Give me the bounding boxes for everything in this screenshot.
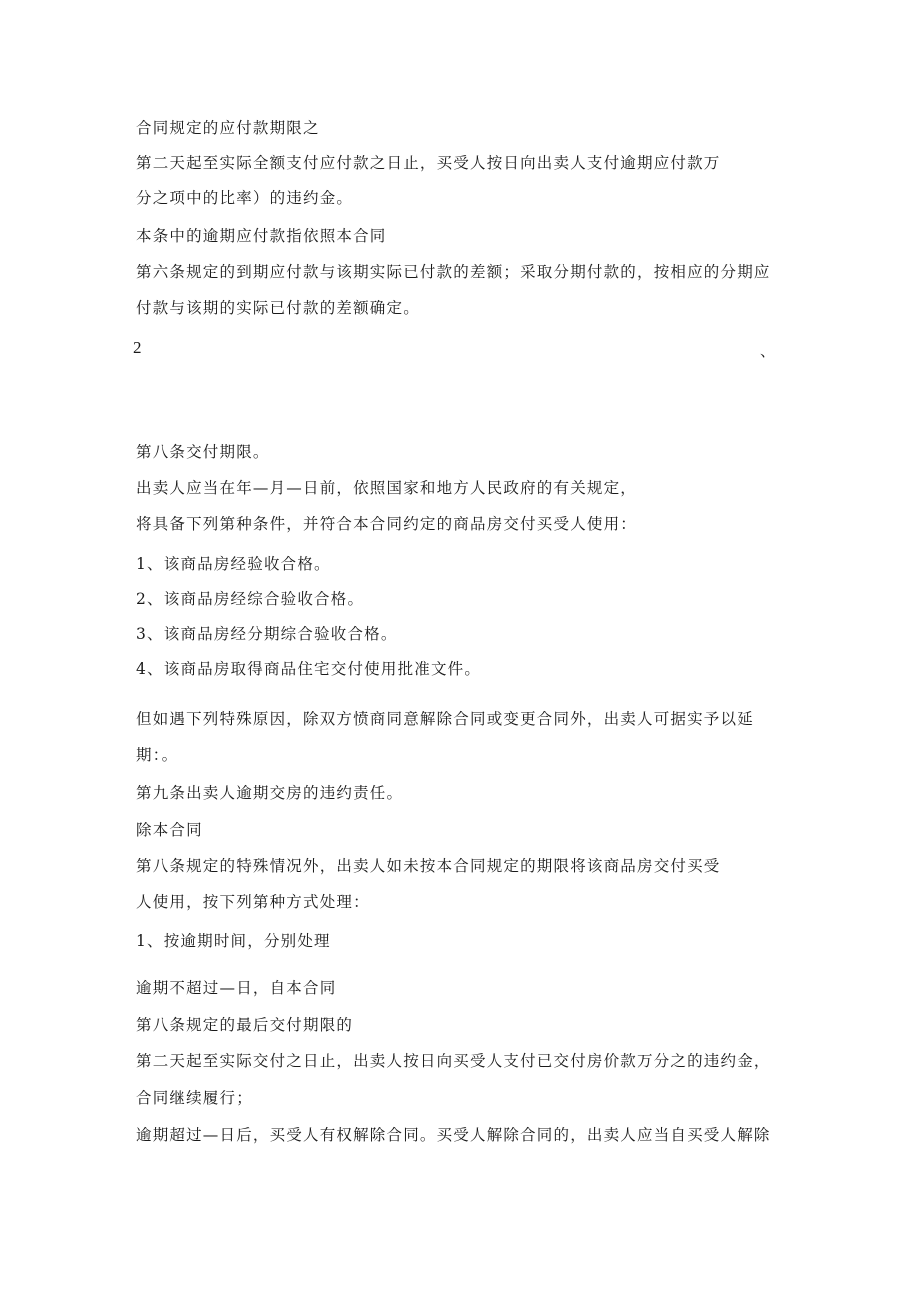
page-number: 2	[133, 338, 142, 357]
text-line: 第八条规定的最后交付期限的	[136, 1016, 354, 1034]
text-line: 第二天起至实际交付之日止，出卖人按日向买受人支付已交付房价款万分之的违约金，	[136, 1052, 771, 1070]
stray-mark: 、	[760, 342, 776, 360]
text-line: 但如遇下列特殊原因，除双方愤商同意解除合同或变更合同外，出卖人可据实予以延	[136, 710, 754, 728]
text-line: 合同规定的应付款期限之	[136, 119, 320, 137]
text-line: 合同继续履行；	[136, 1089, 253, 1107]
section-heading: 第九条出卖人逾期交房的违约责任。	[136, 784, 404, 802]
text-line: 分之项中的比率）的违约金。	[136, 189, 354, 207]
text-line: 本条中的逾期应付款指依照本合同	[136, 227, 387, 245]
text-line: 将具备下列第种条件，并符合本合同约定的商品房交付买受人使用：	[136, 515, 638, 533]
text-line: 付款与该期的实际已付款的差额确定。	[136, 299, 420, 317]
list-item: 2、该商品房经综合验收合格。	[136, 590, 365, 608]
text-line: 第八条规定的特殊情况外，出卖人如未按本合同规定的期限将该商品房交付买受	[136, 857, 721, 875]
text-line: 第二天起至实际全额支付应付款之日止，买受人按日向出卖人支付逾期应付款万	[136, 154, 721, 172]
text-line: 除本合同	[136, 821, 203, 839]
list-item: 3、该商品房经分期综合验收合格。	[136, 625, 398, 643]
list-item: 4、该商品房取得商品住宅交付使用批准文件。	[136, 660, 482, 678]
section-heading: 第八条交付期限。	[136, 443, 270, 461]
text-line: 第六条规定的到期应付款与该期实际已付款的差额；采取分期付款的，按相应的分期应	[136, 263, 771, 281]
text-line: 期：。	[136, 746, 179, 764]
text-line: 逾期超过—日后，买受人有权解除合同。买受人解除合同的，出卖人应当自买受人解除	[136, 1126, 771, 1144]
list-item: 1、该商品房经验收合格。	[136, 555, 331, 573]
text-line: 出卖人应当在年—月—日前，依照国家和地方人民政府的有关规定，	[136, 479, 638, 497]
text-line: 逾期不超过—日，自本合同	[136, 979, 337, 997]
text-line: 人使用，按下列第种方式处理：	[136, 893, 370, 911]
list-item: 1、按逾期时间，分别处理	[136, 932, 331, 950]
